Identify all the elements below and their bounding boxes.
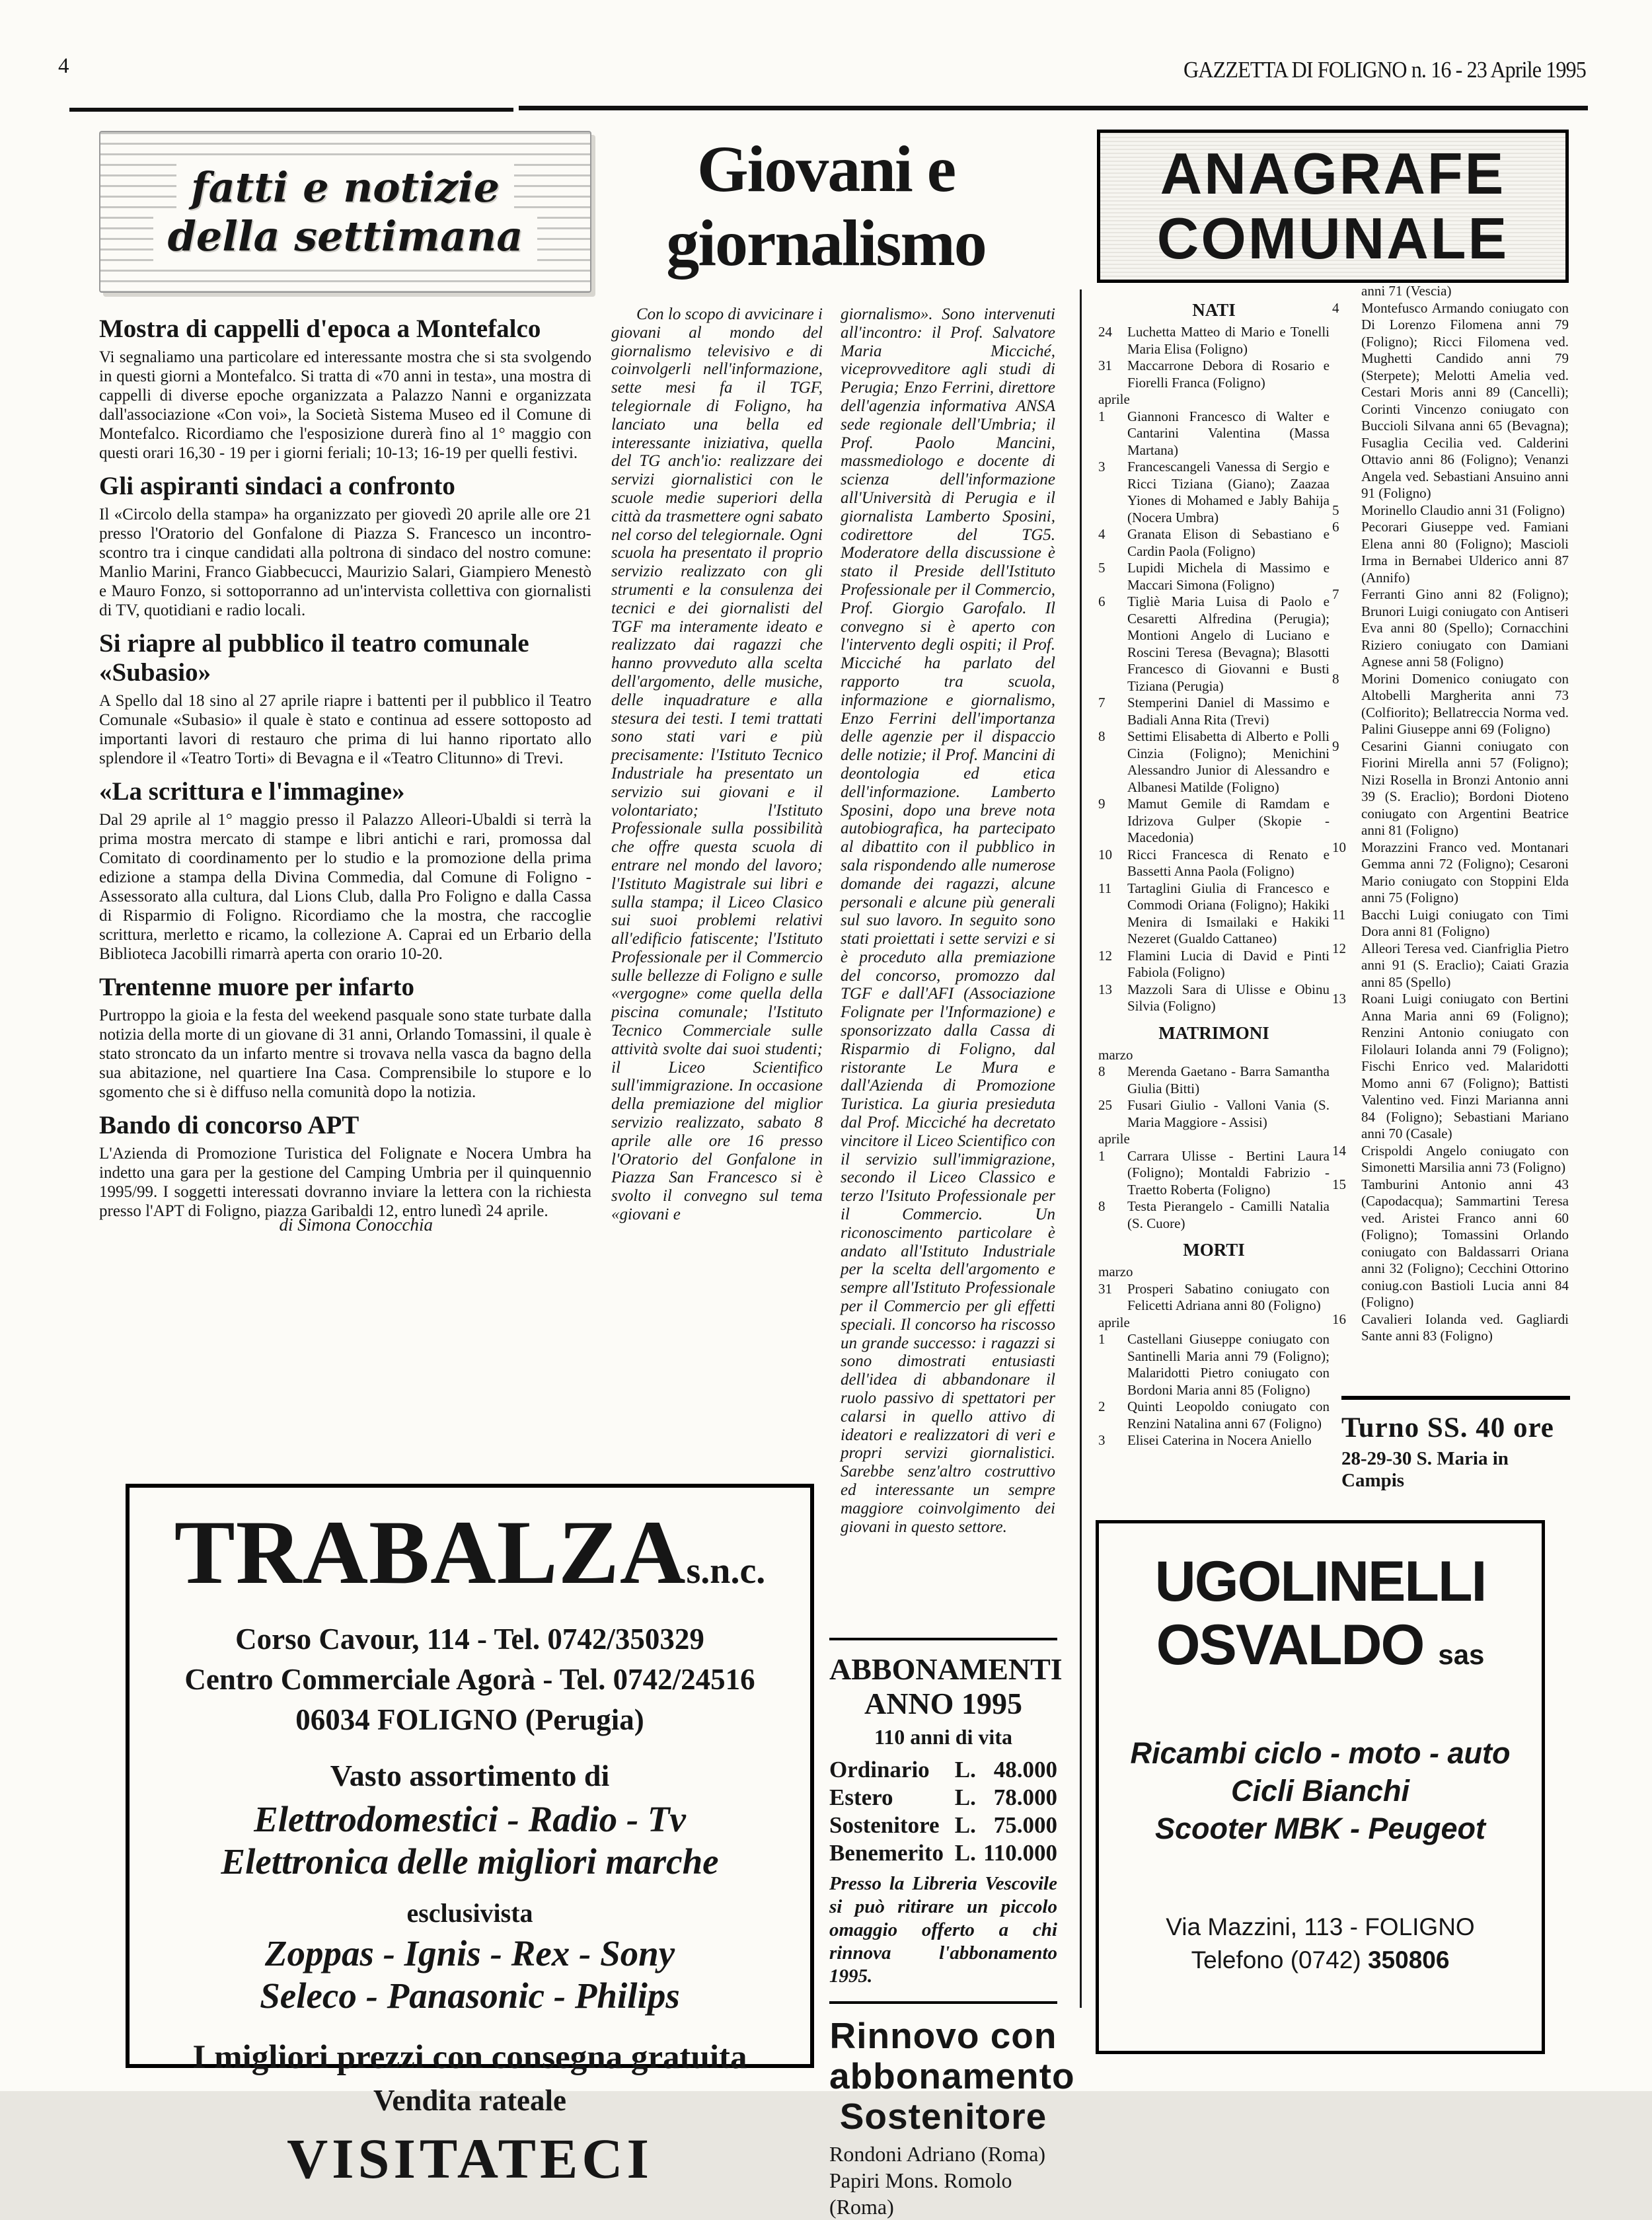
matrimoni-entry xyxy=(1098,1148,1330,1199)
entry-day: 14 xyxy=(1332,1142,1346,1159)
entry-text: Quinti Leopoldo coniugato con Renzini Natalina anni 67 (Foligno) xyxy=(1127,1398,1330,1432)
logo-line-2: della settimana xyxy=(153,212,538,261)
matrimoni-entry xyxy=(1098,1198,1330,1232)
entry-text: Settimi Elisabetta di Alberto e Polli Cinzia (Foligno); Menichini Alessandro Junior di Alessandro e Albanesi Matilde (Foligno) xyxy=(1127,728,1330,795)
morti-entry xyxy=(1098,1331,1330,1398)
headline-line-1: Giovani e xyxy=(696,132,956,206)
renew-names xyxy=(829,2141,1057,2220)
nati-entry xyxy=(1098,560,1330,593)
article-title: Mostra di cappelli d'epoca a Montefalco xyxy=(99,315,541,343)
trabalza-products xyxy=(130,1798,810,1883)
entry-day: 8 xyxy=(1332,670,1339,687)
local-news-column xyxy=(99,305,591,1221)
matrimoni-entry xyxy=(1098,1047,1330,1064)
nati-entry xyxy=(1098,324,1330,358)
news-article xyxy=(99,315,591,463)
entry-text: Testa Pierangelo - Camilli Natalia (S. Cuore) xyxy=(1127,1198,1330,1231)
abbonamenti-title-line-1: ABBONAMENTI xyxy=(829,1652,1063,1686)
entry-day: 31 xyxy=(1098,1280,1112,1297)
nati-entry xyxy=(1098,728,1330,796)
ugolinelli-ad xyxy=(1096,1520,1545,2054)
morti-entry xyxy=(1332,940,1569,991)
main-article-column-2 xyxy=(841,305,1055,1646)
price-value: 78.000 xyxy=(993,1784,1057,1810)
price-row xyxy=(829,1784,1057,1812)
nati-entry xyxy=(1098,459,1330,526)
entry-text: Roani Luigi coniugato con Bertini Anna Maria anni 69 (Foligno); Renzini Antonio coniugato con Filolauri Iolanda anni 79 (Foligno); Fischi Enrico ved. Malaridotti Momo anni 67 (Foligno); Battisti Valentino ved. Finzi Marianna anni 84 (Foligno); Sebastiani Mariano anni 70 (Casale) xyxy=(1361,991,1569,1141)
entry-day: 15 xyxy=(1332,1176,1346,1192)
entry-day: 8 xyxy=(1098,1198,1106,1214)
entry-text: Crispoldi Angelo coniugato con Simonetti Marsilia anni 73 (Foligno) xyxy=(1361,1142,1569,1175)
entry-day: aprile xyxy=(1098,1131,1130,1147)
matrimoni-entry xyxy=(1098,1063,1330,1097)
entry-text: Stemperini Daniel di Massimo e Badiali Anna Rita (Trevi) xyxy=(1127,695,1330,728)
morti-list-right xyxy=(1332,283,1569,1345)
morti-entry xyxy=(1332,586,1569,671)
morti-entry xyxy=(1098,1432,1330,1449)
entry-day: 7 xyxy=(1332,586,1339,602)
entry-text: Tamburini Antonio anni 43 (Capodacqua); Sammartini Teresa ved. Aristei Franco anni 60 (Foligno); Tomassini Orlando coniugato con Baldassarri Oriana anni 32 (Foligno); Cecchini Ottorino coniug.con Bastioli Lucia anni 84 (Foligno) xyxy=(1361,1176,1569,1310)
price-row xyxy=(829,1756,1057,1784)
ugolinelli-name-text: OSVALDO xyxy=(1156,1613,1424,1677)
anagrafe-column-left xyxy=(1098,292,1330,1482)
phone-number: 350806 xyxy=(1367,1946,1450,1973)
turno-detail: 28-29-30 S. Maria in Campis xyxy=(1341,1448,1509,1491)
entry-day: 8 xyxy=(1098,728,1106,744)
entry-day: aprile xyxy=(1098,391,1130,407)
entry-day: 2 xyxy=(1098,1398,1106,1414)
matrimoni-heading: MATRIMONI xyxy=(1158,1022,1269,1043)
entry-text: Ferranti Gino anni 82 (Foligno); Brunori Luigi coniugato con Antiseri Eva anni 80 (Spello); Cornacchini Riziero coniugato con Damiani Agnese anni 58 (Foligno) xyxy=(1361,586,1569,670)
article-byline: di Simona Conocchia xyxy=(279,1215,433,1235)
entry-day: 1 xyxy=(1098,1147,1106,1164)
entry-text: Lupidi Michela di Massimo e Maccari Simona (Foligno) xyxy=(1127,560,1330,593)
abbonamenti-note: Presso la Libreria Vescovile si può ritirare un piccolo omaggio offerto a chi rinnova l'abbonamento 1995. xyxy=(829,1873,1057,1987)
entry-text: Giannoni Francesco di Walter e Cantarini Valentina (Massa Martana) xyxy=(1127,408,1330,458)
phone-prefix: Telefono (0742) xyxy=(1191,1946,1368,1973)
column-divider-rule xyxy=(1080,289,1082,2008)
news-article xyxy=(99,629,591,768)
price-currency: L. xyxy=(954,1784,976,1810)
entry-text: Cavalieri Iolanda ved. Gagliardi Sante anni 83 (Foligno) xyxy=(1361,1311,1569,1344)
anagrafe-header-box xyxy=(1097,130,1569,283)
entry-day: 5 xyxy=(1332,502,1339,518)
header-rule-left xyxy=(69,108,513,112)
morti-entry xyxy=(1098,1398,1330,1432)
trabalza-product-line: Elettronica delle migliori marche xyxy=(221,1841,719,1882)
renew-name: Rondoni Adriano (Roma) xyxy=(829,2142,1046,2166)
entry-day: 3 xyxy=(1098,459,1106,475)
trabalza-brands xyxy=(130,1933,810,2017)
renew-line-1: Rinnovo con xyxy=(829,2015,1057,2056)
ugolinelli-address: Via Mazzini, 113 - FOLIGNO xyxy=(1166,1913,1475,1940)
trabalza-tagline: Vasto assortimento di xyxy=(330,1759,610,1792)
trabalza-visit: VISITATECI xyxy=(287,2127,653,2190)
news-article xyxy=(99,777,591,964)
entry-day: 6 xyxy=(1332,519,1339,535)
entry-text: Granata Elison di Sebastiano e Cardin Paola (Foligno) xyxy=(1127,526,1330,559)
trabalza-brand-line: Zoppas - Ignis - Rex - Sony xyxy=(264,1933,675,1973)
entry-day: 4 xyxy=(1098,526,1106,542)
main-headline xyxy=(598,132,1054,280)
morti-entry xyxy=(1332,519,1569,586)
trabalza-ad xyxy=(126,1484,814,2190)
matrimoni-list xyxy=(1098,1047,1330,1233)
entry-day: 13 xyxy=(1332,991,1346,1007)
nati-entry xyxy=(1098,391,1330,408)
entry-text: Montefusco Armando coniugato con Di Lorenzo Filomena anni 79 (Foligno); Ricci Filomena ved. Mughetti Candido anni 79 (Sterpete); Melotti Amelia ved. Cestari Moris anni 89 (Cancelli); Corinti Vincenzo coniugato con Buccioli Silvana anni 65 (Bevagna); Fusaglia Cecilia ved. Calderini Ottavio anni 86 (Foligno); Venanzi Angela ved. Sebastiani Ansuino anni 91 (Foligno) xyxy=(1361,299,1569,501)
entry-day: 10 xyxy=(1332,839,1346,855)
header-rule-right xyxy=(519,106,1588,110)
abbonamenti-title xyxy=(829,1652,1063,1721)
trabalza-name xyxy=(130,1502,810,1617)
entry-day: 1 xyxy=(1098,1331,1106,1347)
trabalza-contact-line: 06034 FOLIGNO (Perugia) xyxy=(295,1703,644,1736)
nati-entry xyxy=(1098,695,1330,728)
renew-banner xyxy=(829,2015,1075,2137)
entry-text: Morinello Claudio anni 31 (Foligno) xyxy=(1361,502,1565,518)
news-article xyxy=(99,1111,591,1221)
morti-entry xyxy=(1332,907,1569,940)
entry-day: 31 xyxy=(1098,358,1112,373)
trabalza-contact-line: Centro Commerciale Agorà - Tel. 0742/24516 xyxy=(184,1663,755,1696)
morti-entry xyxy=(1332,738,1569,839)
entry-text: Ricci Francesca di Renato e Bassetti Anna Paola (Foligno) xyxy=(1127,846,1330,879)
nati-entry xyxy=(1098,847,1330,880)
entry-day: 13 xyxy=(1098,981,1112,997)
morti-entry xyxy=(1332,839,1569,907)
entry-day: 12 xyxy=(1332,940,1346,956)
nati-list xyxy=(1098,324,1330,1015)
price-label: Estero xyxy=(829,1784,893,1810)
ugolinelli-name-line-2 xyxy=(1099,1613,1542,1687)
morti-entry xyxy=(1332,991,1569,1143)
ugolinelli-service-line: Scooter MBK - Peugeot xyxy=(1154,1812,1486,1845)
entry-text: Mamut Gemile di Ramdam e Idrizova Gulper (Skopie - Macedonia) xyxy=(1127,796,1330,845)
news-article xyxy=(99,973,591,1102)
price-currency: L. xyxy=(954,1757,976,1782)
entry-text: Francescangeli Vanessa di Sergio e Ricci Tiziana (Giano); Zaazaa Yiones di Mohamed e Jably Bahija (Nocera Umbra) xyxy=(1127,459,1330,525)
morti-entry xyxy=(1332,671,1569,738)
ugolinelli-service-line: Cicli Bianchi xyxy=(1230,1774,1410,1808)
entry-text: Maccarrone Debora di Rosario e Fiorelli Franca (Foligno) xyxy=(1127,358,1330,391)
fatti-e-notizie-logo xyxy=(99,131,591,293)
entry-day: 7 xyxy=(1098,695,1106,710)
nati-entry xyxy=(1098,526,1330,560)
turno-notice-box xyxy=(1341,1396,1570,1492)
morti-entry xyxy=(1098,1281,1330,1315)
turno-title: Turno SS. 40 ore xyxy=(1341,1412,1554,1443)
price-currency: L. xyxy=(954,1840,976,1866)
ugolinelli-name-line-1: UGOLINELLI xyxy=(1154,1550,1486,1613)
entry-text: Tartaglini Giulia di Francesco e Commodi Oriana (Foligno); Hakiki Menira di Ismailaki e Hakiki Nezeret (Gualdo Cattaneo) xyxy=(1127,880,1330,946)
entry-day: 16 xyxy=(1332,1311,1346,1327)
entry-text: Morazzini Franco ved. Montanari Gemma anni 72 (Foligno); Cesaroni Mario coniugato con Stoppini Elda anni 75 (Foligno) xyxy=(1361,839,1569,905)
article-body: L'Azienda di Promozione Turistica del Folignate e Nocera Umbra ha indetto una gara per la gestione del Camping Umbria per il quinquennio 1995/99. I soggetti interessati dovranno inviare la lettera con la richiesta presso l'APT di Foligno, piazza Garibaldi 12, entro lunedì 24 aprile. xyxy=(99,1145,591,1220)
entry-day: 3 xyxy=(1098,1432,1106,1448)
abbonamenti-top-rule xyxy=(829,1638,1057,1640)
trabalza-brand-line: Seleco - Panasonic - Philips xyxy=(260,1975,680,2016)
anagrafe-title-line-2: COMUNALE xyxy=(1156,206,1509,271)
entry-text: Tigliè Maria Luisa di Paolo e Cesaretti Alfredina (Perugia); Montioni Angelo di Luciano e Roscini Teresa (Bevagna); Blasotti Francesco di Giovanni e Busti Tiziana (Perugia) xyxy=(1127,593,1330,694)
entry-day: 25 xyxy=(1098,1097,1112,1113)
anagrafe-title-line-1: ANAGRAFE xyxy=(1160,141,1506,206)
abbonamenti-box xyxy=(829,1638,1075,2220)
renew-line-3: Sostenitore xyxy=(839,2096,1047,2137)
morti-entry xyxy=(1332,502,1569,519)
main-article-text-2: giornalismo». Sono intervenuti all'incontro: il Prof. Salvatore Maria Micciché, viceprovveditore agli studi di Perugia; Enzo Ferrini, direttore dell'agenzia informativa ANSA sede regionale dell'Umbria; il Prof. Paolo Mancini, massmediologo e docente di scienza dell'informazione all'Università di Perugia e il giornalista Lamberto Sposini, codirettore del TG5. Moderatore della discussione è stato il Preside dell'Istituto Professionale per il Commercio, Prof. Giorgio Garofalo. Il convegno si è aperto con l'intervento degli ospiti; il Prof. Micciché ha parlato del rapporto tra scuola, informazione e giornalismo, Enzo Ferrini dell'importanza delle agenzie per il dispaccio delle notizie; il Prof. Mancini di deontologia ed etica dell'informazione. Lamberto Sposini, dopo una breve nota autobiografica, ha partecipato al dibattito con il pubblico in sala rispondendo alle numerose domande dei ragazzi, alcune personali e alcune più generali sul suo lavoro. In seguito sono stati proiettati i sette servizi e si è proceduto alla premiazione del concorso, promozzo dal TGF e dall'AFI (Associazione Folignate per l'Informazione) e sponsorizzato dalla Cassa di Risparmio di Foligno, dal ristorante Le Mura e dall'Azienda di Promozione Turistica. La giuria presieduta dal Prof. Micciché ha decretato vincitore il Liceo Scientifico con il servizio sull'immigrazione, secondo il Liceo Classico e terzo l'Isituto Professionale per il Commercio. Un riconoscimento particolare è andato all'Istituto Industriale per la scelta dell'argomento e sempre all'Istituto Professionale per il Commercio per gli effetti speciali. Il concorso ha riscosso un grande successo: i ragazzi si sono dimostrati entusiasti dell'idea di abbandonare il ruolo passivo di spettatori per calarsi in quello attivo di ideatori e realizzatori di veri e propri servizi giornalistici. Sarebbe senz'altro costruttivo ed interessante un sempre maggiore coinvolgimento dei giovani in questo settore. xyxy=(841,305,1055,1536)
nati-entry xyxy=(1098,796,1330,847)
matrimoni-entry xyxy=(1098,1097,1330,1131)
price-row xyxy=(829,1839,1057,1867)
nati-entry xyxy=(1098,408,1330,459)
entry-text: Pecorari Giuseppe ved. Famiani Elena anni 80 (Foligno); Mascioli Irma in Bernabei Ulderico anni 87 (Annifo) xyxy=(1361,519,1569,586)
entry-text: Cesarini Gianni coniugato con Fiorini Mirella anni 57 (Foligno); Nizi Rosella in Bronzi Antonio anni 39 (S. Eraclio); Bordoni Dioteno coniugato con Argentini Beatrice anni 81 (Foligno) xyxy=(1361,738,1569,838)
entry-day: 11 xyxy=(1098,880,1112,896)
article-title: «La scrittura e l'immagine» xyxy=(99,777,405,806)
price-currency: L. xyxy=(954,1812,976,1838)
main-article-text-1: Con lo scopo di avvicinare i giovani al mondo del giornalismo televisivo e di coinvolgerli nell'informazione, sette mesi fa il TGF, telegiornale di Foligno, ha lanciato una bella ed interessante iniziativa, quella del TG anch'io: realizzare dei servizi giornalistici con le scuole medie superiori della città da trasmettere ogni sabato nel corso del telegiornale. Ogni scuola ha presentato il proprio servizio realizzato con gli strumenti e la consulenza dei tecnici e dei giornalisti del TGF ma interamente ideato e realizzato dai ragazzi che hanno provveduto alla scelta dell'argomento, delle musiche, delle inquadrature e alla stesura dei testi. I temi trattati sono stati vari e più precisamente: l'Istituto Tecnico Industriale ha presentato un servizio sui giovani e il volontariato; l'Istituto Professionale sulla possibilità che offre questa scuola di entrare nel mondo del lavoro; l'Istituto Magistrale sui libri e sulla stampa; il Liceo Clasico sui suoi problemi relativi all'edificio fatiscente; l'Istituto Professionale per il Commercio sulle bellezze di Foligno e sulle «vergogne» come quella della piscina comunale; l'Istituto Tecnico Commerciale sulle attività svolte dai suoi studenti; il Liceo Scientifico sull'immigrazione. In occasione della premiazione del miglior servizio realizzato, sabato 8 aprile alle ore 16 presso l'Oratorio del Gonfalone in Piazza San Francesco si è svolto il convegno sul tema «giovani e xyxy=(611,305,823,1224)
entry-text: anni 71 (Vescia) xyxy=(1361,283,1452,299)
page-number: 4 xyxy=(58,54,69,78)
entry-day: 4 xyxy=(1332,299,1339,316)
entry-text: Mazzoli Sara di Ulisse e Obinu Silvia (Foligno) xyxy=(1127,981,1330,1014)
article-title: Gli aspiranti sindaci a confronto xyxy=(99,472,455,500)
entry-day: 24 xyxy=(1098,324,1112,340)
renew-line-2: abbonamento xyxy=(829,2055,1075,2096)
ugolinelli-suffix: sas xyxy=(1438,1639,1485,1670)
entry-day: 10 xyxy=(1098,846,1112,862)
trabalza-contacts xyxy=(130,1621,810,1738)
logo-line-1: fatti e notizie xyxy=(176,163,514,212)
price-value: 75.000 xyxy=(993,1812,1057,1838)
entry-text: Castellani Giuseppe coniugato con Santinelli Maria anni 79 (Foligno); Malaridotti Pietro coniugato con Bordoni Maria anni 85 (Foligno) xyxy=(1127,1331,1330,1398)
entry-day: 8 xyxy=(1098,1063,1106,1079)
entry-text: Luchetta Matteo di Mario e Tonelli Maria Elisa (Foligno) xyxy=(1127,324,1330,357)
morti-entry xyxy=(1332,283,1569,300)
morti-entry xyxy=(1332,1143,1569,1176)
trabalza-exclusive: esclusivista xyxy=(406,1898,533,1928)
ugolinelli-service-line: Ricambi ciclo - moto - auto xyxy=(1130,1736,1511,1770)
entry-text: Fusari Giulio - Valloni Vania (S. Maria Maggiore - Assisi) xyxy=(1127,1097,1330,1130)
entry-text: Bacchi Luigi coniugato con Timi Dora anni 81 (Foligno) xyxy=(1361,906,1569,939)
trabalza-rate: Vendita rateale xyxy=(373,2084,567,2117)
entry-day: 9 xyxy=(1332,738,1339,754)
entry-text: Elisei Caterina in Nocera Aniello xyxy=(1127,1432,1312,1448)
morti-entry xyxy=(1332,1311,1569,1345)
entry-day: 5 xyxy=(1098,560,1106,576)
article-title: Trentenne muore per infarto xyxy=(99,973,414,1001)
trabalza-product-line: Elettrodomestici - Radio - Tv xyxy=(254,1799,686,1839)
price-label: Ordinario xyxy=(829,1757,930,1782)
abbonamenti-title-line-2: ANNO 1995 xyxy=(864,1687,1022,1720)
trabalza-contact-line: Corso Cavour, 114 - Tel. 0742/350329 xyxy=(235,1623,704,1656)
entry-text: Merenda Gaetano - Barra Samantha Giulia (Bitti) xyxy=(1127,1063,1330,1096)
entry-day: aprile xyxy=(1098,1314,1130,1330)
entry-text: Prosperi Sabatino coniugato con Felicetti Adriana anni 80 (Foligno) xyxy=(1127,1280,1330,1313)
renew-name: Papiri Mons. Romolo (Roma) xyxy=(829,2168,1012,2219)
morti-heading: MORTI xyxy=(1183,1240,1245,1260)
entry-day: 12 xyxy=(1098,947,1112,964)
trabalza-promo: I migliori prezzi con consegna gratuita xyxy=(192,2039,747,2076)
main-article-column-1 xyxy=(611,305,823,1470)
entry-text: Alleori Teresa ved. Cianfriglia Pietro anni 91 (S. Eraclio); Caiati Grazia anni 85 (Spello) xyxy=(1361,940,1569,990)
price-label: Sostenitore xyxy=(829,1812,940,1838)
morti-list-left xyxy=(1098,1264,1330,1449)
article-title: Bando di concorso APT xyxy=(99,1111,359,1139)
article-body: Dal 29 aprile al 1° maggio presso il Palazzo Alleori-Ubaldi si terrà la prima mostra mercato di stampe e libri antichi e rari, promossa dal Comitato di coordinamento per lo studio e la promozione della prima edizione a stampa della Divina Commedia, dal Comune di Foligno - Assessorato alla cultura, dal Lions Club, dalla Pro Foligno e dalla Cassa di Risparmio di Foligno. Ricordiamo che la mostra, che raccoglie scrittura, merletto e ricamo, la collezione A. Caprai ed un Erbario della Biblioteca Jacobilli rimarrà aperta con orario 10-20. xyxy=(99,811,591,963)
entry-day: 9 xyxy=(1098,796,1106,812)
news-article xyxy=(99,472,591,620)
article-body: Vi segnaliamo una particolare ed interessante mostra che si sta svolgendo in questi giorni a Montefalco. Si tratta di «70 anni in testa», una mostra di cappelli di diverse epoche organizzata a Palazzo Nanni e organizzata dall'associazione «Con voi», la Società Sistema Museo ed il Comune di Montefalco. Ricordiamo che l'esposizione durerà fino al 1° maggio con questi orari 16,30 - 19 per i giorni feriali; 10-13; 16-19 per quelli festivi. xyxy=(99,348,591,462)
entry-day: 11 xyxy=(1332,906,1346,923)
entry-day: 1 xyxy=(1098,408,1106,424)
matrimoni-entry xyxy=(1098,1131,1330,1148)
entry-day: marzo xyxy=(1098,1264,1133,1280)
entry-text: Flamini Lucia di David e Pinti Fabiola (Foligno) xyxy=(1127,947,1330,980)
ugolinelli-services xyxy=(1099,1734,1542,1847)
nati-entry xyxy=(1098,948,1330,981)
abbonamenti-mid-rule xyxy=(829,2001,1057,2004)
nati-entry xyxy=(1098,593,1330,695)
abbonamenti-price-table xyxy=(829,1756,1057,1867)
nati-heading: NATI xyxy=(1192,300,1236,320)
morti-entry xyxy=(1332,1176,1569,1311)
morti-entry xyxy=(1332,300,1569,502)
nati-entry xyxy=(1098,981,1330,1015)
abbonamenti-subtitle: 110 anni di vita xyxy=(874,1725,1012,1749)
morti-entry xyxy=(1098,1264,1330,1281)
trabalza-name-text: TRABALZA xyxy=(174,1502,687,1603)
ugolinelli-phone xyxy=(1099,1944,1542,1977)
price-label: Benemerito xyxy=(829,1840,944,1866)
article-body: Purtroppo la gioia e la festa del weekend pasquale sono state turbate dalla notizia della morte di un giovane di 31 anni, Orlando Tomassini, il quale è stato stroncato da un infarto mentre si trovava nella vasca da bagno della sua abitazione, nel quartiere Ina Casa. Comprensibile lo stupore e lo sgomento che si è diffuso nella comunità dopo la notizia. xyxy=(99,1007,591,1101)
masthead: GAZZETTA DI FOLIGNO n. 16 - 23 Aprile 1995 xyxy=(1183,57,1586,83)
trabalza-suffix: s.n.c. xyxy=(686,1550,766,1591)
article-title: Si riapre al pubblico il teatro comunale «Subasio» xyxy=(99,629,529,687)
entry-day: marzo xyxy=(1098,1046,1133,1063)
price-row xyxy=(829,1812,1057,1839)
article-body: A Spello dal 18 sino al 27 aprile riapre i battenti per il pubblico il Teatro Comunale «Subasio» il quale è stato e continua ad essere sottoposto ad importanti lavori di restauro che prima di lui hanno riportato allo splendore il «Teatro Torti» di Bevagna e il «Teatro Clitunno» di Trevi. xyxy=(99,692,591,767)
price-value: 48.000 xyxy=(993,1757,1057,1782)
ugolinelli-address-block xyxy=(1099,1911,1542,1977)
price-value: 110.000 xyxy=(983,1840,1057,1866)
nati-entry xyxy=(1098,358,1330,391)
anagrafe-column-right xyxy=(1332,283,1569,1393)
nati-entry xyxy=(1098,880,1330,948)
entry-text: Carrara Ulisse - Bertini Laura (Foligno); Montaldi Fabrizio - Traetto Roberta (Foligno) xyxy=(1127,1147,1330,1198)
headline-line-2: giornalismo xyxy=(666,206,986,280)
entry-day: 6 xyxy=(1098,593,1106,609)
morti-entry xyxy=(1098,1315,1330,1332)
article-body: Il «Circolo della stampa» ha organizzato per giovedì 20 aprile alle ore 21 presso l'Oratorio del Gonfalone di Piazza S. Francesco un incontro-scontro tra i cinque candidati alla poltrona di sindaco del nostro comune: Manlio Marini, Franco Giabbecucci, Maurizio Salari, Giampiero Menestò e Mauro Fonzo, si sottoporranno ad un'intervista collettiva con giornalisti di TV, quotidiani e radio locali. xyxy=(99,506,591,619)
entry-text: Morini Domenico coniugato con Altobelli Margherita anni 73 (Colfiorito); Bellatreccia Norma ved. Palini Giuseppe anni 69 (Foligno) xyxy=(1361,670,1569,737)
